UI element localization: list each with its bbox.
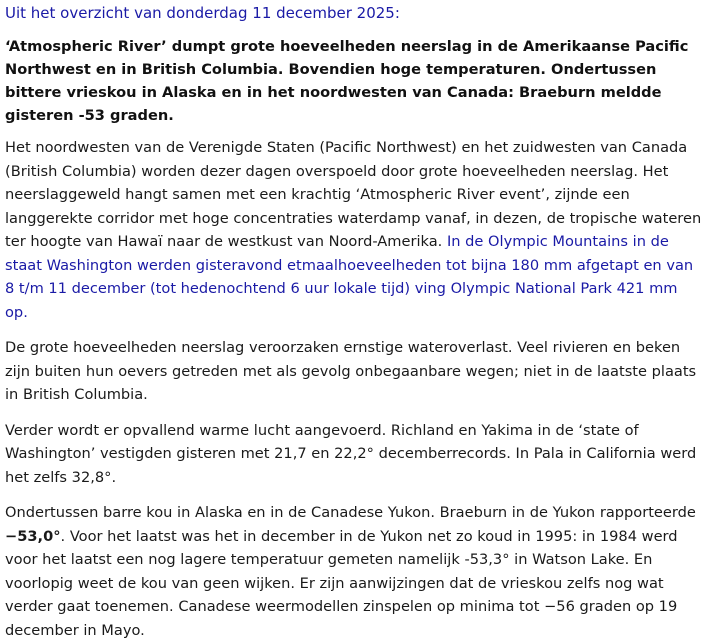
paragraph-atmospheric-river bbox=[5, 136, 703, 324]
paragraph-atmospheric-river-text: Het noordwesten van de Verenigde Staten (Pacific Northwest) en het zuidwesten van Canada (British Columbia) worden dezer dagen overspoeld door grote hoeveelheden neerslag. Het neerslaggeweld hangt samen met een krachtig ‘Atmospheric River event’, zijnde een langgerekte corridor met hoge concentraties waterdamp vanaf, in dezen, de tropische wateren ter hoogte van Hawaï naar de westkust van Noord-Amerika. bbox=[5, 139, 702, 250]
yukon-cold-text-after: . Voor het laatst was het in december in de Yukon net zo koud in 1995: in 1984 werd voor het laatst een nog lagere temperatuur gemeten namelijk -53,3° in Watson Lake. En voorlopig weet de kou van geen wijken. Er zijn aanwijzingen dat de vrieskou zelfs nog wat verder gaat toenemen. Canadese weermodellen zinspelen op minima tot −56 graden op 19 december in Mayo. bbox=[5, 527, 678, 639]
paragraph-flooding: De grote hoeveelheden neerslag veroorzaken ernstige wateroverlast. Veel rivieren en beken zijn buiten hun oevers getreden met als gevolg onbegaanbare wegen; niet in de laatste plaats in British Columbia. bbox=[5, 339, 697, 403]
paragraph-yukon-cold bbox=[5, 501, 703, 642]
yukon-cold-text-before: Ondertussen barre kou in Alaska en in de Canadese Yukon. Braeburn in de Yukon rapporteerde bbox=[5, 504, 696, 521]
paragraph-warm-air: Verder wordt er opvallend warme lucht aangevoerd. Richland en Yakima in de ‘state of Washington’ vestigden gisteren met 21,7 en 22,2° decemberrecords. In Pala in California werd het zelfs 32,8°. bbox=[5, 421, 697, 486]
article-lead: ‘Atmospheric River’ dumpt grote hoeveelheden neerslag in de Amerikaanse Pacific Northwest en in British Columbia. Bovendien hoge temperaturen. Ondertussen bittere vrieskou in Alaska en in het noordwesten van Canada: Braeburn meldde gisteren -53 graden. bbox=[5, 38, 689, 124]
olympic-mountains-highlight: In de Olympic Mountains in de staat Washington werden gisteravond etmaalhoeveelheden tot bijna 180 mm afgetapt en van 8 t/m 11 december (tot hedenochtend 6 uur lokale tijd) ving Olympic National Park 421 mm op. bbox=[5, 233, 694, 321]
article-dateline: Uit het overzicht van donderdag 11 december 2025: bbox=[5, 4, 400, 22]
braeburn-temperature: −53,0° bbox=[5, 527, 61, 545]
